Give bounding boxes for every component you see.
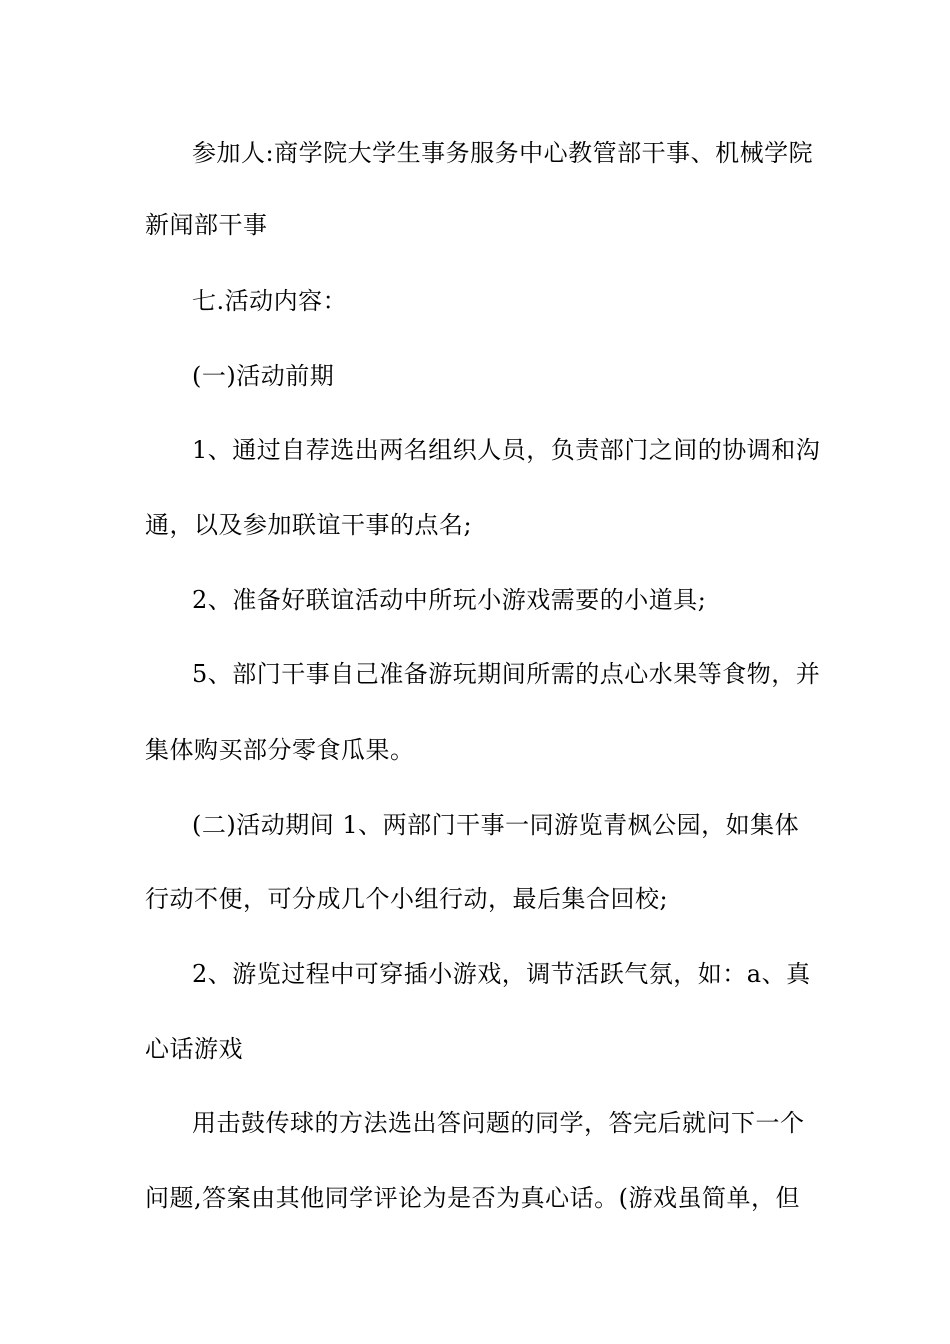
item-5-line-2: 集体购买部分零食瓜果。 [145,736,415,764]
item-games-line-1: 2、游览过程中可穿插小游戏，调节活跃气氛，如：a、真 [192,960,811,988]
item-games-line-2: 心话游戏 [145,1035,243,1063]
item-2-line-1: 2、准备好联谊活动中所玩小游戏需要的小道具; [192,586,707,614]
section-heading-activity-content: 七.活动内容： [192,287,348,315]
subsection-heading-pre-activity: (一)活动前期 [192,362,335,390]
item-1-line-1: 1、通过自荐选出两名组织人员，负责部门之间的协调和沟 [192,436,821,464]
subsection-during-activity-line-1: (二)活动期间 1、两部门干事一同游览青枫公园，如集体 [192,811,800,839]
paragraph-participants-line-2: 新闻部干事 [145,211,268,239]
game-description-line-1: 用击鼓传球的方法选出答问题的同学，答完后就问下一个 [192,1109,805,1137]
game-description-line-2: 问题,答案由其他同学评论为是否为真心话。(游戏虽简单，但 [145,1184,800,1212]
subsection-during-activity-line-2: 行动不便，可分成几个小组行动，最后集合回校; [145,885,669,913]
paragraph-participants-line-1: 参加人:商学院大学生事务服务中心教管部干事、机械学院 [192,139,814,167]
item-1-line-2: 通，以及参加联谊干事的点名; [145,511,473,539]
item-5-line-1: 5、部门干事自己准备游玩期间所需的点心水果等食物，并 [192,660,821,688]
